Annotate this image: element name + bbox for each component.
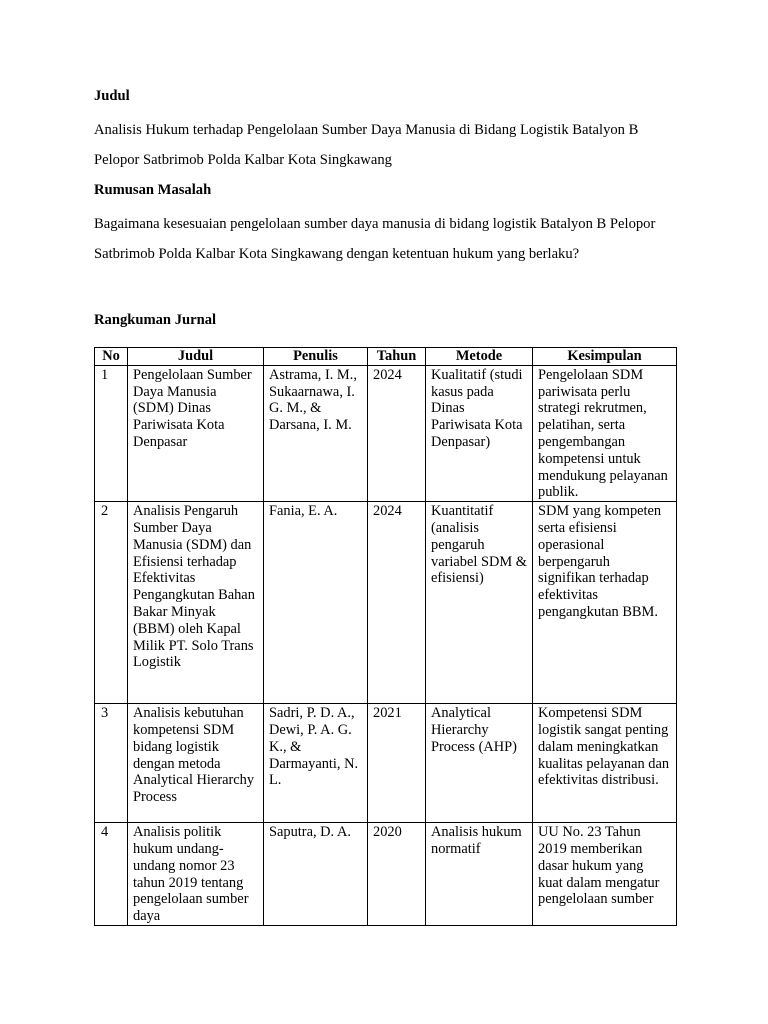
cell-kesimpulan: Pengelolaan SDM pariwisata perlu strategi rekrutmen, pelatihan, serta pengembangan kompetensi untuk mendukung pelayanan publik. [533, 365, 677, 501]
cell-metode: Analisis hukum normatif [426, 823, 533, 926]
table-row [95, 823, 677, 926]
cell-tahun: 2021 [368, 704, 426, 823]
cell-penulis: Saputra, D. A. [264, 823, 368, 926]
cell-no: 2 [95, 502, 128, 704]
cell-kesimpulan: Kompetensi SDM logistik sangat penting dalam meningkatkan kualitas pelayanan dan efektivitas distribusi. [533, 704, 677, 823]
cell-penulis: Fania, E. A. [264, 502, 368, 704]
column-header-no: No [95, 348, 128, 366]
column-header-tahun: Tahun [368, 348, 426, 366]
summary-heading: Rangkuman Jurnal [94, 312, 217, 328]
cell-metode: Analytical Hierarchy Process (AHP) [426, 704, 533, 823]
cell-kesimpulan: SDM yang kompeten serta efisiensi operasional berpengaruh signifikan terhadap efektivitas pengangkutan BBM. [533, 502, 677, 704]
cell-judul: Analisis Pengaruh Sumber Daya Manusia (SDM) dan Efisiensi terhadap Efektivitas Pengangkutan Bahan Bakar Minyak (BBM) oleh Kapal Milik PT. Solo Trans Logistik [128, 502, 264, 704]
cell-no: 3 [95, 704, 128, 823]
title-heading: Judul [94, 88, 130, 104]
cell-kesimpulan: UU No. 23 Tahun 2019 memberikan dasar hukum yang kuat dalam mengatur pengelolaan sumber [533, 823, 677, 926]
column-header-penulis: Penulis [264, 348, 368, 366]
problem-text: Bagaimana kesesuaian pengelolaan sumber daya manusia di bidang logistik Batalyon B Pelopor Satbrimob Polda Kalbar Kota Singkawang dengan ketentuan hukum yang berlaku? [94, 216, 656, 262]
column-header-kesimpulan: Kesimpulan [533, 348, 677, 366]
column-header-metode: Metode [426, 348, 533, 366]
title-text: Analisis Hukum terhadap Pengelolaan Sumber Daya Manusia di Bidang Logistik Batalyon B Pelopor Satbrimob Polda Kalbar Kota Singkawang [94, 122, 639, 168]
table-header-row [95, 348, 677, 366]
cell-metode: Kualitatif (studi kasus pada Dinas Pariwisata Kota Denpasar) [426, 365, 533, 501]
cell-tahun: 2024 [368, 502, 426, 704]
cell-judul: Pengelolaan Sumber Daya Manusia (SDM) Dinas Pariwisata Kota Denpasar [128, 365, 264, 501]
table-row [95, 365, 677, 501]
cell-penulis: Astrama, I. M., Sukaarnawa, I. G. M., & Darsana, I. M. [264, 365, 368, 501]
cell-tahun: 2024 [368, 365, 426, 501]
cell-no: 1 [95, 365, 128, 501]
cell-judul: Analisis politik hukum undang-undang nomor 23 tahun 2019 tentang pengelolaan sumber daya [128, 823, 264, 926]
cell-judul: Analisis kebutuhan kompetensi SDM bidang logistik dengan metoda Analytical Hierarchy Process [128, 704, 264, 823]
table-row [95, 704, 677, 823]
cell-metode: Kuantitatif (analisis pengaruh variabel SDM & efisiensi) [426, 502, 533, 704]
table-row [95, 502, 677, 704]
problem-heading: Rumusan Masalah [94, 182, 212, 198]
column-header-judul: Judul [128, 348, 264, 366]
cell-tahun: 2020 [368, 823, 426, 926]
journal-summary-table [94, 347, 677, 926]
cell-penulis: Sadri, P. D. A., Dewi, P. A. G. K., & Darmayanti, N. L. [264, 704, 368, 823]
cell-no: 4 [95, 823, 128, 926]
